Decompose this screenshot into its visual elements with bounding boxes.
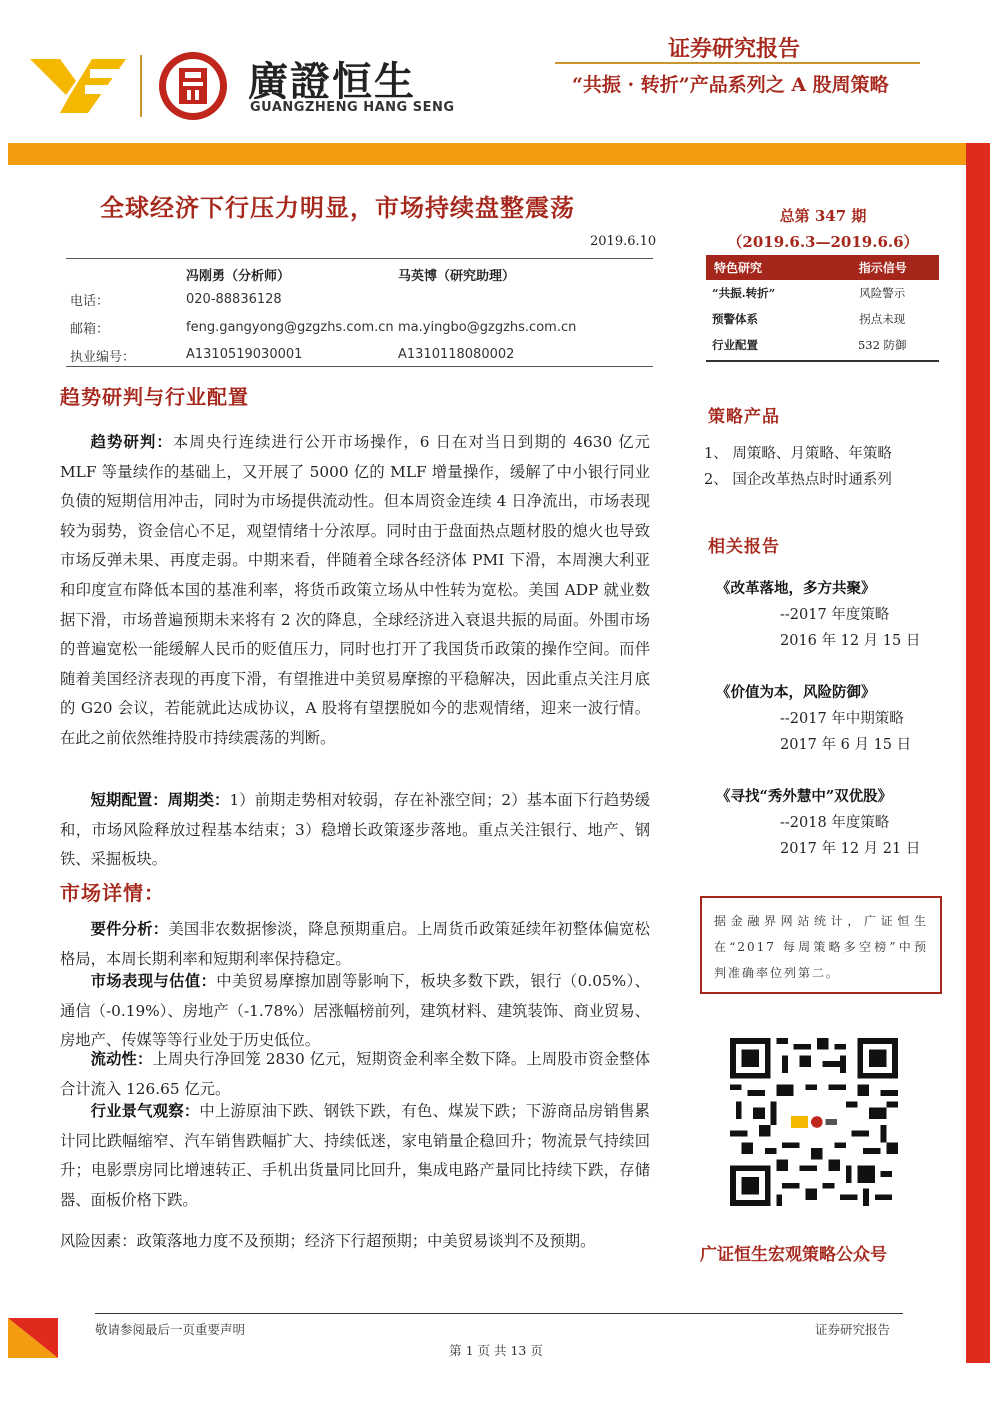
related-report-title[interactable]: 《寻找“秀外慧中”双优股》: [716, 788, 893, 805]
signal-table: [706, 255, 939, 362]
license-label: 执业编号：: [70, 350, 136, 365]
email-value-1[interactable]: feng.gangyong@gzgzhs.com.cn: [186, 320, 394, 335]
related-reports-heading: 相关报告: [708, 537, 780, 557]
strategy-item: 2、 国企改革热点时时通系列: [704, 472, 892, 488]
section-heading-market: 市场详情：: [60, 881, 165, 905]
performance-label: 市场表现与估值：: [90, 972, 217, 990]
footer-report-type: 证券研究报告: [815, 1322, 891, 1337]
signal-row: [706, 280, 939, 306]
email-label: 邮箱：: [70, 322, 110, 337]
industry-label: 行业景气观察：: [90, 1102, 200, 1120]
short-config-paragraph: [60, 786, 650, 875]
liquidity-paragraph: [60, 1045, 650, 1104]
footer-divider: [95, 1313, 903, 1314]
signal-row-value: 532 防御: [857, 338, 907, 352]
performance-paragraph: [60, 967, 650, 1056]
footer-disclaimer: 敬请参阅最后一页重要声明: [95, 1322, 246, 1337]
signal-row-label: 预警体系: [712, 312, 758, 326]
liquidity-text: 上周央行净回笼 2830 亿元，短期资金利率全数下降。上周股市资金整体合计流入 126.65 亿元。: [60, 1050, 650, 1098]
events-paragraph: [60, 915, 650, 974]
issue-number: 总第 347 期: [779, 207, 867, 225]
strategy-item: 1、 周策略、月策略、年策略: [704, 446, 892, 462]
risk-factors: 风险因素：政策落地力度不及预期；经济下行超预期；中美贸易谈判不及预期。: [60, 1232, 596, 1250]
liquidity-label: 流动性：: [90, 1050, 153, 1068]
signal-row: [706, 332, 939, 358]
events-text: 美国非农数据惨淡，降息预期重启。上周货币政策延续年初整体偏宽松格局，本周长期利率和短期利率保持稳定。: [60, 920, 650, 968]
license-value-1: A1310519030001: [186, 347, 303, 362]
logo-separator: [140, 55, 142, 117]
short-config-text: 1）前期走势相对较弱，存在补涨空间；2）基本面下行趋势缓和，市场风险释放过程基本结束；3）稳增长政策逐步落地。重点关注银行、地产、钢铁、采掘板块。: [60, 791, 650, 869]
logo-text-en: GUANGZHENG HANG SENG: [250, 100, 455, 115]
qr-code-icon[interactable]: [730, 1038, 898, 1206]
report-type: 证券研究报告: [668, 36, 801, 62]
report-title: 全球经济下行压力明显，市场持续盘整震荡: [100, 193, 575, 222]
performance-text: 中美贸易摩擦加剧等影响下，板块多数下跌，银行（0.05%）、通信（-0.19%）、房地产（-1.78%）居涨幅榜前列，建筑材料、建筑装饰、商业贸易、房地产、传媒等等行业处于历史低位。: [60, 972, 650, 1050]
trend-paragraph: [60, 428, 650, 754]
related-report-title[interactable]: 《改革落地，多方共聚》: [716, 580, 876, 597]
report-series: “共振 · 转折”产品系列之 A 股周策略: [572, 74, 889, 96]
signal-row-value: 风险警示: [859, 286, 906, 300]
industry-paragraph: [60, 1097, 650, 1215]
author-name-2: 马英博（研究助理）: [398, 269, 516, 284]
trend-text: 本周央行连续进行公开市场操作，6 日在对当日到期的 4630 亿元 MLF 等量续作的基础上，又开展了 5000 亿的 MLF 增量操作，缓解了中小银行同业负债的短期信用冲击，同时为市场提供流动性。但本周资金连续 4 日净流出，市场表现较为弱势，资金信心不足，观望情绪十分浓厚。同时由于盘面热点题材股的熄火也导致市场反弹未果、再度走弱。中期来看，伴随着全球各经济体 PMI 下滑，本周澳大利亚和印度宣布降低本国的基准利率，将货币政策立场从中性转为宽松。美国 ADP 就业数据下滑，市场普遍预期未来将有 2 次的降息，全球经济进入衰退共振的局面。外围市场的普遍宽松一能缓解人民币的贬值压力，同时也打开了我国货币政策的操作空间。而伴随着美国经济表现的再度下滑，有望推进中美贸易摩擦的平稳解决，因此重点关注月底的 G20 会议，若能就此达成协议，A 股将有望摆脱如今的悲观情绪，迎来一波行情。在此之前依然维持股市持续震荡的判断。: [60, 433, 650, 747]
signal-row-label: “共振.转折”: [712, 286, 776, 300]
signal-table-bottom-rule: [706, 360, 939, 362]
section-heading-trend: 趋势研判与行业配置: [60, 385, 249, 409]
signal-row: [706, 306, 939, 332]
related-report-sub: --2018 年度策略: [780, 815, 890, 831]
ranking-note-text: 据金融界网站统计，广证恒生在“2017 每周策略多空榜”中预判准确率位列第二。: [714, 914, 928, 980]
top-orange-bar: [8, 143, 990, 165]
signal-row-value: 拐点未现: [859, 312, 906, 326]
qr-caption: 广证恒生宏观策略公众号: [700, 1245, 887, 1265]
phone-label: 电话：: [70, 294, 110, 309]
signal-header-signal: 指示信号: [858, 261, 907, 275]
issue-date-range: （2019.6.3—2019.6.6）: [727, 233, 919, 251]
related-report-date: 2016 年 12 月 15 日: [780, 633, 921, 649]
author-table-bottom-rule: [66, 366, 653, 367]
signal-row-label: 行业配置: [712, 338, 758, 352]
related-report-date: 2017 年 12 月 21 日: [780, 841, 921, 857]
report-date: 2019.6.10: [590, 234, 657, 249]
strategy-products-heading: 策略产品: [708, 407, 780, 427]
license-value-2: A1310118080002: [398, 347, 515, 362]
page-number: 第 1 页 共 13 页: [449, 1343, 543, 1358]
company-logo-ye-icon: [30, 55, 130, 115]
short-config-label: 短期配置：周期类：: [90, 791, 230, 809]
signal-table-header: [706, 255, 939, 280]
trend-label: 趋势研判：: [90, 433, 173, 451]
signal-header-research: 特色研究: [714, 261, 763, 275]
ranking-note-box: [700, 896, 942, 994]
related-report-sub: --2017 年中期策略: [780, 711, 904, 727]
header-divider: [555, 62, 920, 64]
logo-text-cn: 廣證恒生: [248, 59, 416, 105]
right-red-bar: [966, 143, 990, 1363]
company-seal-icon: [157, 50, 229, 122]
email-value-2[interactable]: ma.yingbo@gzgzhs.com.cn: [398, 320, 577, 335]
events-label: 要件分析：: [90, 920, 169, 938]
phone-value-1: 020-88836128: [186, 292, 282, 307]
industry-text: 中上游原油下跌、钢铁下跌，有色、煤炭下跌；下游商品房销售累计同比跌幅缩窄、汽车销售跌幅扩大、持续低迷，家电销量企稳回升；物流景气持续回升；电影票房同比增速转正、手机出货量同比回升，集成电路产量同比持续下跌，存储器、面板价格下跌。: [60, 1102, 650, 1209]
related-report-title[interactable]: 《价值为本，风险防御》: [716, 684, 876, 701]
related-report-date: 2017 年 6 月 15 日: [780, 737, 912, 753]
related-report-sub: --2017 年度策略: [780, 607, 890, 623]
author-name-1: 冯刚勇（分析师）: [186, 269, 291, 284]
author-table-top-rule: [66, 258, 653, 259]
